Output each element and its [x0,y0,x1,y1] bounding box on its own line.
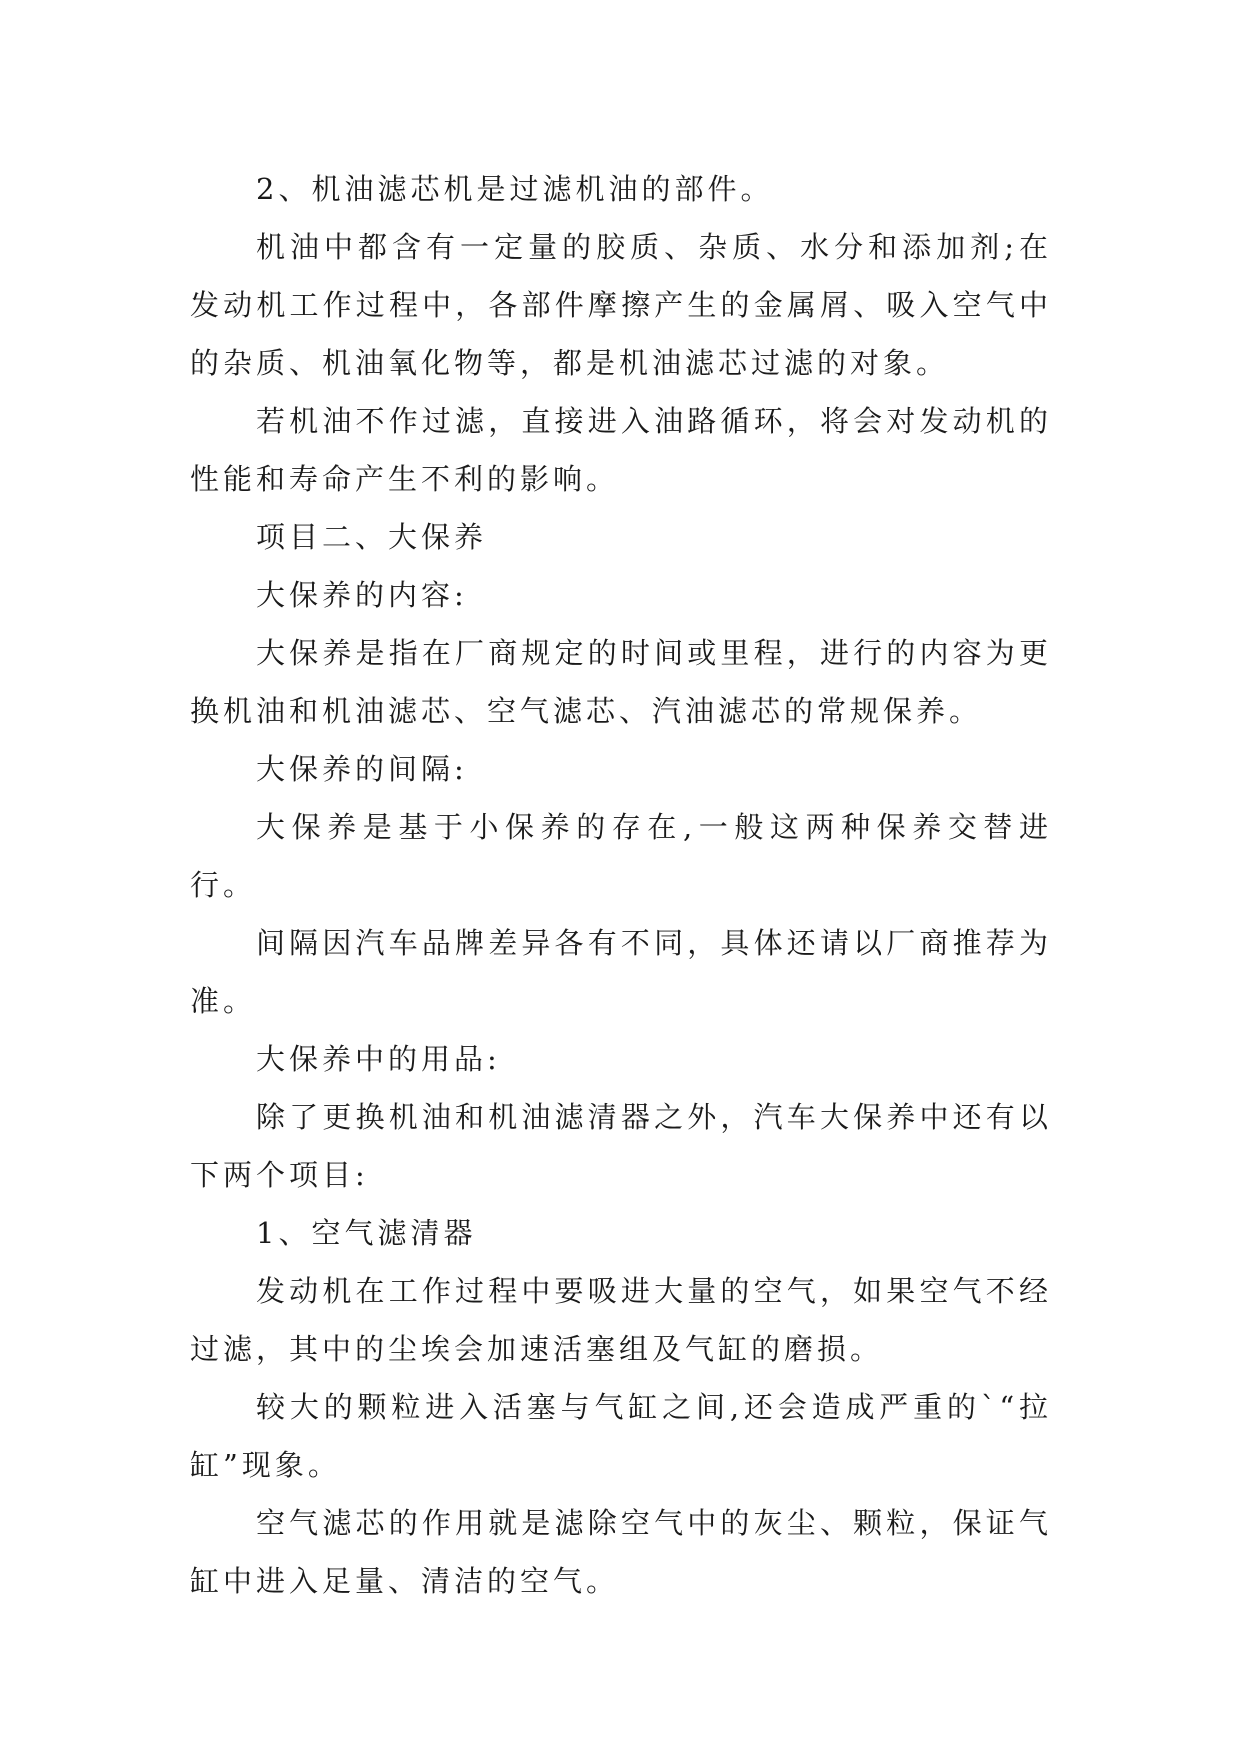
paragraph-air-filter-function: 空气滤芯的作用就是滤除空气中的灰尘、颗粒，保证气缸中进入足量、清洁的空气。 [190,1506,1052,1598]
subheading-major-maintenance-interval: 大保养的间隔: [256,752,468,786]
paragraph-cylinder-scoring: 较大的颗粒进入活塞与气缸之间,还会造成严重的`“拉缸”现象。 [190,1390,1052,1482]
paragraph-major-maintenance-definition: 大保养是指在厂商规定的时间或里程，进行的内容为更换机油和机油滤芯、空气滤芯、汽油滤芯的常规保养。 [190,636,1052,728]
paragraph-oil-impurities: 机油中都含有一定量的胶质、杂质、水分和添加剂;在发动机工作过程中，各部件摩擦产生的金属屑、吸入空气中的杂质、机油氧化物等，都是机油滤芯过滤的对象。 [190,230,1052,380]
document-body [190,160,1052,1610]
paragraph-additional-items: 除了更换机油和机油滤清器之外，汽车大保养中还有以下两个项目: [190,1100,1052,1192]
item-heading-air-filter: 1、空气滤清器 [256,1216,477,1250]
paragraph-air-intake: 发动机在工作过程中要吸进大量的空气，如果空气不经过滤，其中的尘埃会加速活塞组及气缸的磨损。 [190,1274,1052,1366]
paragraph-unfiltered-oil: 若机油不作过滤，直接进入油路循环，将会对发动机的性能和寿命产生不利的影响。 [190,404,1052,496]
paragraph-maintenance-alternation: 大保养是基于小保养的存在,一般这两种保养交替进行。 [190,810,1052,902]
section-heading-major-maintenance: 项目二、大保养 [256,520,488,554]
subheading-major-maintenance-supplies: 大保养中的用品: [256,1042,501,1076]
subheading-major-maintenance-content: 大保养的内容: [256,578,468,612]
paragraph-interval-varies: 间隔因汽车品牌差异各有不同，具体还请以厂商推荐为准。 [190,926,1052,1018]
paragraph-oil-filter-item: 2、机油滤芯机是过滤机油的部件。 [256,172,774,206]
